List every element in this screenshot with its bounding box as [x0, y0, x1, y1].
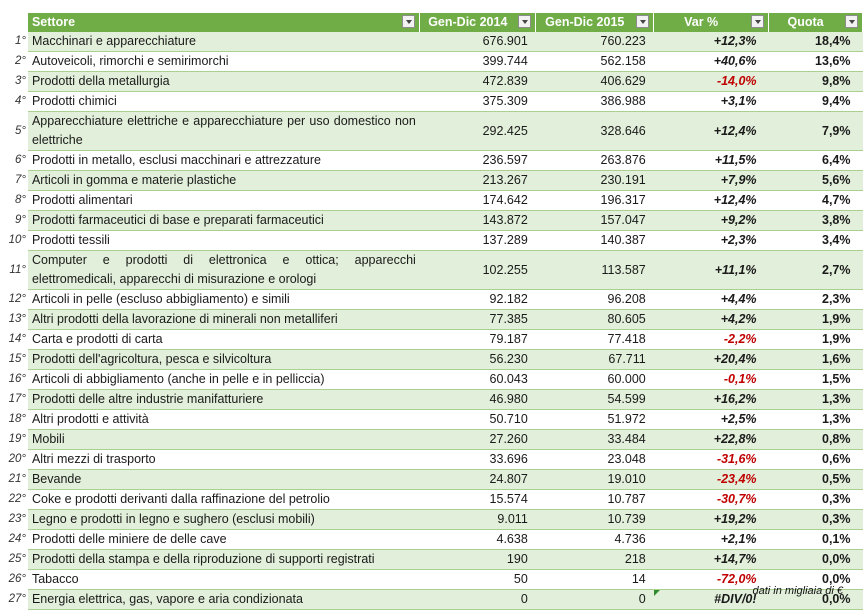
- rank-cell: 26°: [0, 570, 28, 590]
- quota-cell[interactable]: 7,9%: [769, 112, 863, 151]
- rank-cell: 24°: [0, 530, 28, 550]
- rank-cell: 18°: [0, 410, 28, 430]
- var-cell[interactable]: +40,6%: [654, 52, 769, 72]
- quota-cell[interactable]: 5,6%: [769, 171, 863, 191]
- quota-cell[interactable]: 9,8%: [769, 72, 863, 92]
- value-2014-cell[interactable]: 24.807: [420, 470, 536, 490]
- var-cell[interactable]: -2,2%: [654, 330, 769, 350]
- table-row: [0, 590, 863, 610]
- table-row: [0, 370, 863, 390]
- filter-dropdown-icon[interactable]: [518, 15, 531, 28]
- rank-header: [0, 13, 28, 32]
- value-2015-cell[interactable]: 760.223: [536, 32, 654, 52]
- rank-cell: 25°: [0, 550, 28, 570]
- var-cell[interactable]: #DIV/0!: [654, 590, 769, 610]
- value-2014-cell[interactable]: 56.230: [420, 350, 536, 370]
- value-2014-cell[interactable]: 143.872: [420, 211, 536, 231]
- var-cell[interactable]: +11,5%: [654, 151, 769, 171]
- var-cell[interactable]: +7,9%: [654, 171, 769, 191]
- header-2014-label: Gen-Dic 2014: [428, 15, 508, 29]
- quota-cell[interactable]: 6,4%: [769, 151, 863, 171]
- sector-cell[interactable]: Altri mezzi di trasporto: [28, 450, 420, 470]
- var-cell[interactable]: +4,4%: [654, 290, 769, 310]
- rank-cell: 16°: [0, 370, 28, 390]
- quota-cell[interactable]: 1,5%: [769, 370, 863, 390]
- var-cell[interactable]: +2,5%: [654, 410, 769, 430]
- table-row: [0, 251, 863, 290]
- var-cell[interactable]: +2,1%: [654, 530, 769, 550]
- value-2014-cell[interactable]: 77.385: [420, 310, 536, 330]
- var-cell[interactable]: +12,3%: [654, 32, 769, 52]
- var-cell[interactable]: +22,8%: [654, 430, 769, 450]
- quota-cell[interactable]: 0,1%: [769, 530, 863, 550]
- var-cell[interactable]: -0,1%: [654, 370, 769, 390]
- table-row: [0, 191, 863, 211]
- sector-cell[interactable]: Macchinari e apparecchiature: [28, 32, 420, 52]
- footnote: dati in migliaia di €: [752, 585, 843, 597]
- sector-cell[interactable]: Prodotti dell'agricoltura, pesca e silvicoltura: [28, 350, 420, 370]
- filter-dropdown-icon[interactable]: [751, 15, 764, 28]
- sector-cell[interactable]: Prodotti delle miniere de delle cave: [28, 530, 420, 550]
- table-row: [0, 550, 863, 570]
- error-indicator-icon[interactable]: [654, 590, 660, 596]
- sector-cell[interactable]: Prodotti alimentari: [28, 191, 420, 211]
- value-2015-cell[interactable]: 0: [536, 590, 654, 610]
- filter-dropdown-icon[interactable]: [845, 15, 858, 28]
- value-2015-cell[interactable]: 10.739: [536, 510, 654, 530]
- quota-cell[interactable]: 3,8%: [769, 211, 863, 231]
- value-2014-cell[interactable]: 137.289: [420, 231, 536, 251]
- table-row: [0, 310, 863, 330]
- value-2014-cell[interactable]: 213.267: [420, 171, 536, 191]
- quota-cell[interactable]: 4,7%: [769, 191, 863, 211]
- rank-cell: 12°: [0, 290, 28, 310]
- value-2014-cell[interactable]: 50: [420, 570, 536, 590]
- rank-cell: 9°: [0, 211, 28, 231]
- rank-cell: 8°: [0, 191, 28, 211]
- sector-cell[interactable]: Mobili: [28, 430, 420, 450]
- sector-cell[interactable]: Prodotti in metallo, esclusi macchinari e attrezzature: [28, 151, 420, 171]
- table-row: [0, 211, 863, 231]
- spreadsheet: [0, 13, 863, 610]
- header-sector-label: Settore: [31, 15, 76, 29]
- header-quota[interactable]: [769, 13, 863, 32]
- sector-cell[interactable]: Prodotti farmaceutici di base e preparati farmaceutici: [28, 211, 420, 231]
- rank-cell: 5°: [0, 112, 28, 151]
- var-cell[interactable]: -23,4%: [654, 470, 769, 490]
- table-row: [0, 32, 863, 52]
- value-2015-cell[interactable]: 14: [536, 570, 654, 590]
- sector-cell[interactable]: Energia elettrica, gas, vapore e aria condizionata: [28, 590, 420, 610]
- value-2015-cell[interactable]: 54.599: [536, 390, 654, 410]
- sector-cell[interactable]: Prodotti delle altre industrie manifatturiere: [28, 390, 420, 410]
- header-sector[interactable]: [28, 13, 420, 32]
- header-var-label: Var %: [684, 15, 719, 29]
- value-2014-cell[interactable]: 15.574: [420, 490, 536, 510]
- value-2014-cell[interactable]: 4.638: [420, 530, 536, 550]
- var-cell[interactable]: -31,6%: [654, 450, 769, 470]
- value-2014-cell[interactable]: 174.642: [420, 191, 536, 211]
- table-row: [0, 570, 863, 590]
- value-2014-cell[interactable]: 399.744: [420, 52, 536, 72]
- value-2014-cell[interactable]: 50.710: [420, 410, 536, 430]
- value-2015-cell[interactable]: 386.988: [536, 92, 654, 112]
- value-2014-cell[interactable]: 236.597: [420, 151, 536, 171]
- sector-cell[interactable]: Altri prodotti della lavorazione di minerali non metalliferi: [28, 310, 420, 330]
- value-2015-cell[interactable]: 140.387: [536, 231, 654, 251]
- quota-cell[interactable]: 0,0%: [769, 570, 863, 590]
- table-row: [0, 430, 863, 450]
- rank-cell: 2°: [0, 52, 28, 72]
- table-row: [0, 92, 863, 112]
- sector-cell[interactable]: Prodotti chimici: [28, 92, 420, 112]
- table-row: [0, 450, 863, 470]
- filter-dropdown-icon[interactable]: [636, 15, 649, 28]
- sector-cell[interactable]: Coke e prodotti derivanti dalla raffinazione del petrolio: [28, 490, 420, 510]
- sector-cell[interactable]: Bevande: [28, 470, 420, 490]
- quota-cell[interactable]: 1,6%: [769, 350, 863, 370]
- value-2014-cell[interactable]: 472.839: [420, 72, 536, 92]
- rank-cell: 13°: [0, 310, 28, 330]
- table-row: [0, 151, 863, 171]
- var-cell[interactable]: +14,7%: [654, 550, 769, 570]
- filter-dropdown-icon[interactable]: [402, 15, 415, 28]
- value-2015-cell[interactable]: 157.047: [536, 211, 654, 231]
- rank-cell: 27°: [0, 590, 28, 610]
- rank-cell: 4°: [0, 92, 28, 112]
- var-cell[interactable]: +9,2%: [654, 211, 769, 231]
- value-2015-cell[interactable]: 328.646: [536, 112, 654, 151]
- table-row: [0, 510, 863, 530]
- quota-cell[interactable]: 0,3%: [769, 490, 863, 510]
- table-row: [0, 390, 863, 410]
- rank-cell: 10°: [0, 231, 28, 251]
- table-row: [0, 410, 863, 430]
- quota-cell[interactable]: 1,3%: [769, 390, 863, 410]
- rank-cell: 21°: [0, 470, 28, 490]
- var-cell[interactable]: -30,7%: [654, 490, 769, 510]
- rank-cell: 15°: [0, 350, 28, 370]
- quota-cell[interactable]: 18,4%: [769, 32, 863, 52]
- table-row: [0, 490, 863, 510]
- rank-cell: 22°: [0, 490, 28, 510]
- sector-cell[interactable]: Prodotti tessili: [28, 231, 420, 251]
- sector-cell[interactable]: Apparecchiature elettriche e apparecchiature per uso domestico non elettriche: [28, 112, 420, 151]
- var-cell[interactable]: +12,4%: [654, 191, 769, 211]
- value-2015-cell[interactable]: 77.418: [536, 330, 654, 350]
- value-2015-cell[interactable]: 23.048: [536, 450, 654, 470]
- value-2015-cell[interactable]: 33.484: [536, 430, 654, 450]
- value-2014-cell[interactable]: 676.901: [420, 32, 536, 52]
- table-row: [0, 52, 863, 72]
- rank-cell: 17°: [0, 390, 28, 410]
- sector-cell[interactable]: Articoli in pelle (escluso abbigliamento) e simili: [28, 290, 420, 310]
- value-2014-cell[interactable]: 33.696: [420, 450, 536, 470]
- value-2015-cell[interactable]: 19.010: [536, 470, 654, 490]
- quota-cell[interactable]: 9,4%: [769, 92, 863, 112]
- sector-cell[interactable]: Tabacco: [28, 570, 420, 590]
- value-2015-cell[interactable]: 263.876: [536, 151, 654, 171]
- value-2015-cell[interactable]: 60.000: [536, 370, 654, 390]
- value-2014-cell[interactable]: 79.187: [420, 330, 536, 350]
- value-2014-cell[interactable]: 60.043: [420, 370, 536, 390]
- quota-cell[interactable]: 3,4%: [769, 231, 863, 251]
- value-2015-cell[interactable]: 96.208: [536, 290, 654, 310]
- value-2015-cell[interactable]: 67.711: [536, 350, 654, 370]
- table-row: [0, 470, 863, 490]
- var-cell[interactable]: -72,0%: [654, 570, 769, 590]
- quota-cell[interactable]: 2,7%: [769, 251, 863, 290]
- value-2015-cell[interactable]: 218: [536, 550, 654, 570]
- quota-cell[interactable]: 1,9%: [769, 330, 863, 350]
- table-row: [0, 330, 863, 350]
- rank-cell: 11°: [0, 251, 28, 290]
- sector-cell[interactable]: Computer e prodotti di elettronica e ottica; apparecchi elettromedicali, apparecchi di misurazione e orologi: [28, 251, 420, 290]
- quota-cell[interactable]: 1,9%: [769, 310, 863, 330]
- header-2015[interactable]: [536, 13, 654, 32]
- quota-cell[interactable]: 0,0%: [769, 550, 863, 570]
- value-2014-cell[interactable]: 0: [420, 590, 536, 610]
- table-row: [0, 171, 863, 191]
- value-2014-cell[interactable]: 46.980: [420, 390, 536, 410]
- rank-cell: 6°: [0, 151, 28, 171]
- var-cell[interactable]: -14,0%: [654, 72, 769, 92]
- var-cell[interactable]: +4,2%: [654, 310, 769, 330]
- var-cell[interactable]: +3,1%: [654, 92, 769, 112]
- sector-cell[interactable]: Prodotti della stampa e della riproduzione di supporti registrati: [28, 550, 420, 570]
- rank-cell: 14°: [0, 330, 28, 350]
- quota-cell[interactable]: 13,6%: [769, 52, 863, 72]
- header-quota-label: Quota: [787, 15, 824, 29]
- value-2015-cell[interactable]: 51.972: [536, 410, 654, 430]
- value-2014-cell[interactable]: 102.255: [420, 251, 536, 290]
- value-2014-cell[interactable]: 375.309: [420, 92, 536, 112]
- value-2015-cell[interactable]: 230.191: [536, 171, 654, 191]
- rank-cell: 19°: [0, 430, 28, 450]
- value-2014-cell[interactable]: 27.260: [420, 430, 536, 450]
- quota-cell[interactable]: 2,3%: [769, 290, 863, 310]
- value-2015-cell[interactable]: 196.317: [536, 191, 654, 211]
- quota-cell[interactable]: 0,3%: [769, 510, 863, 530]
- header-2014[interactable]: [420, 13, 536, 32]
- header-2015-label: Gen-Dic 2015: [545, 15, 625, 29]
- var-cell[interactable]: +16,2%: [654, 390, 769, 410]
- var-cell[interactable]: +2,3%: [654, 231, 769, 251]
- quota-cell[interactable]: 1,3%: [769, 410, 863, 430]
- rank-cell: 7°: [0, 171, 28, 191]
- header-var[interactable]: [654, 13, 769, 32]
- value-2014-cell[interactable]: 9.011: [420, 510, 536, 530]
- value-2015-cell[interactable]: 562.158: [536, 52, 654, 72]
- table-row: [0, 290, 863, 310]
- header-row: [0, 13, 863, 32]
- var-cell[interactable]: +19,2%: [654, 510, 769, 530]
- value-2015-cell[interactable]: 80.605: [536, 310, 654, 330]
- var-cell[interactable]: +12,4%: [654, 112, 769, 151]
- table-row: [0, 530, 863, 550]
- sector-cell[interactable]: Carta e prodotti di carta: [28, 330, 420, 350]
- value-2015-cell[interactable]: 4.736: [536, 530, 654, 550]
- table-row: [0, 112, 863, 151]
- var-cell[interactable]: +11,1%: [654, 251, 769, 290]
- value-2014-cell[interactable]: 190: [420, 550, 536, 570]
- quota-cell[interactable]: 0,5%: [769, 470, 863, 490]
- quota-cell[interactable]: 0,8%: [769, 430, 863, 450]
- export-table: [0, 13, 863, 610]
- sector-cell[interactable]: Articoli di abbigliamento (anche in pelle e in pelliccia): [28, 370, 420, 390]
- table-row: [0, 350, 863, 370]
- value-2015-cell[interactable]: 406.629: [536, 72, 654, 92]
- sector-cell[interactable]: Articoli in gomma e materie plastiche: [28, 171, 420, 191]
- value-2014-cell[interactable]: 292.425: [420, 112, 536, 151]
- sector-cell[interactable]: Altri prodotti e attività: [28, 410, 420, 430]
- rank-cell: 1°: [0, 32, 28, 52]
- rank-cell: 3°: [0, 72, 28, 92]
- sector-cell[interactable]: Prodotti della metallurgia: [28, 72, 420, 92]
- var-cell[interactable]: +20,4%: [654, 350, 769, 370]
- quota-cell[interactable]: 0,0%: [769, 590, 863, 610]
- quota-cell[interactable]: 0,6%: [769, 450, 863, 470]
- sector-cell[interactable]: Autoveicoli, rimorchi e semirimorchi: [28, 52, 420, 72]
- value-2015-cell[interactable]: 113.587: [536, 251, 654, 290]
- sector-cell[interactable]: Legno e prodotti in legno e sughero (esclusi mobili): [28, 510, 420, 530]
- rank-cell: 20°: [0, 450, 28, 470]
- rank-cell: 23°: [0, 510, 28, 530]
- table-row: [0, 231, 863, 251]
- value-2014-cell[interactable]: 92.182: [420, 290, 536, 310]
- table-row: [0, 72, 863, 92]
- value-2015-cell[interactable]: 10.787: [536, 490, 654, 510]
